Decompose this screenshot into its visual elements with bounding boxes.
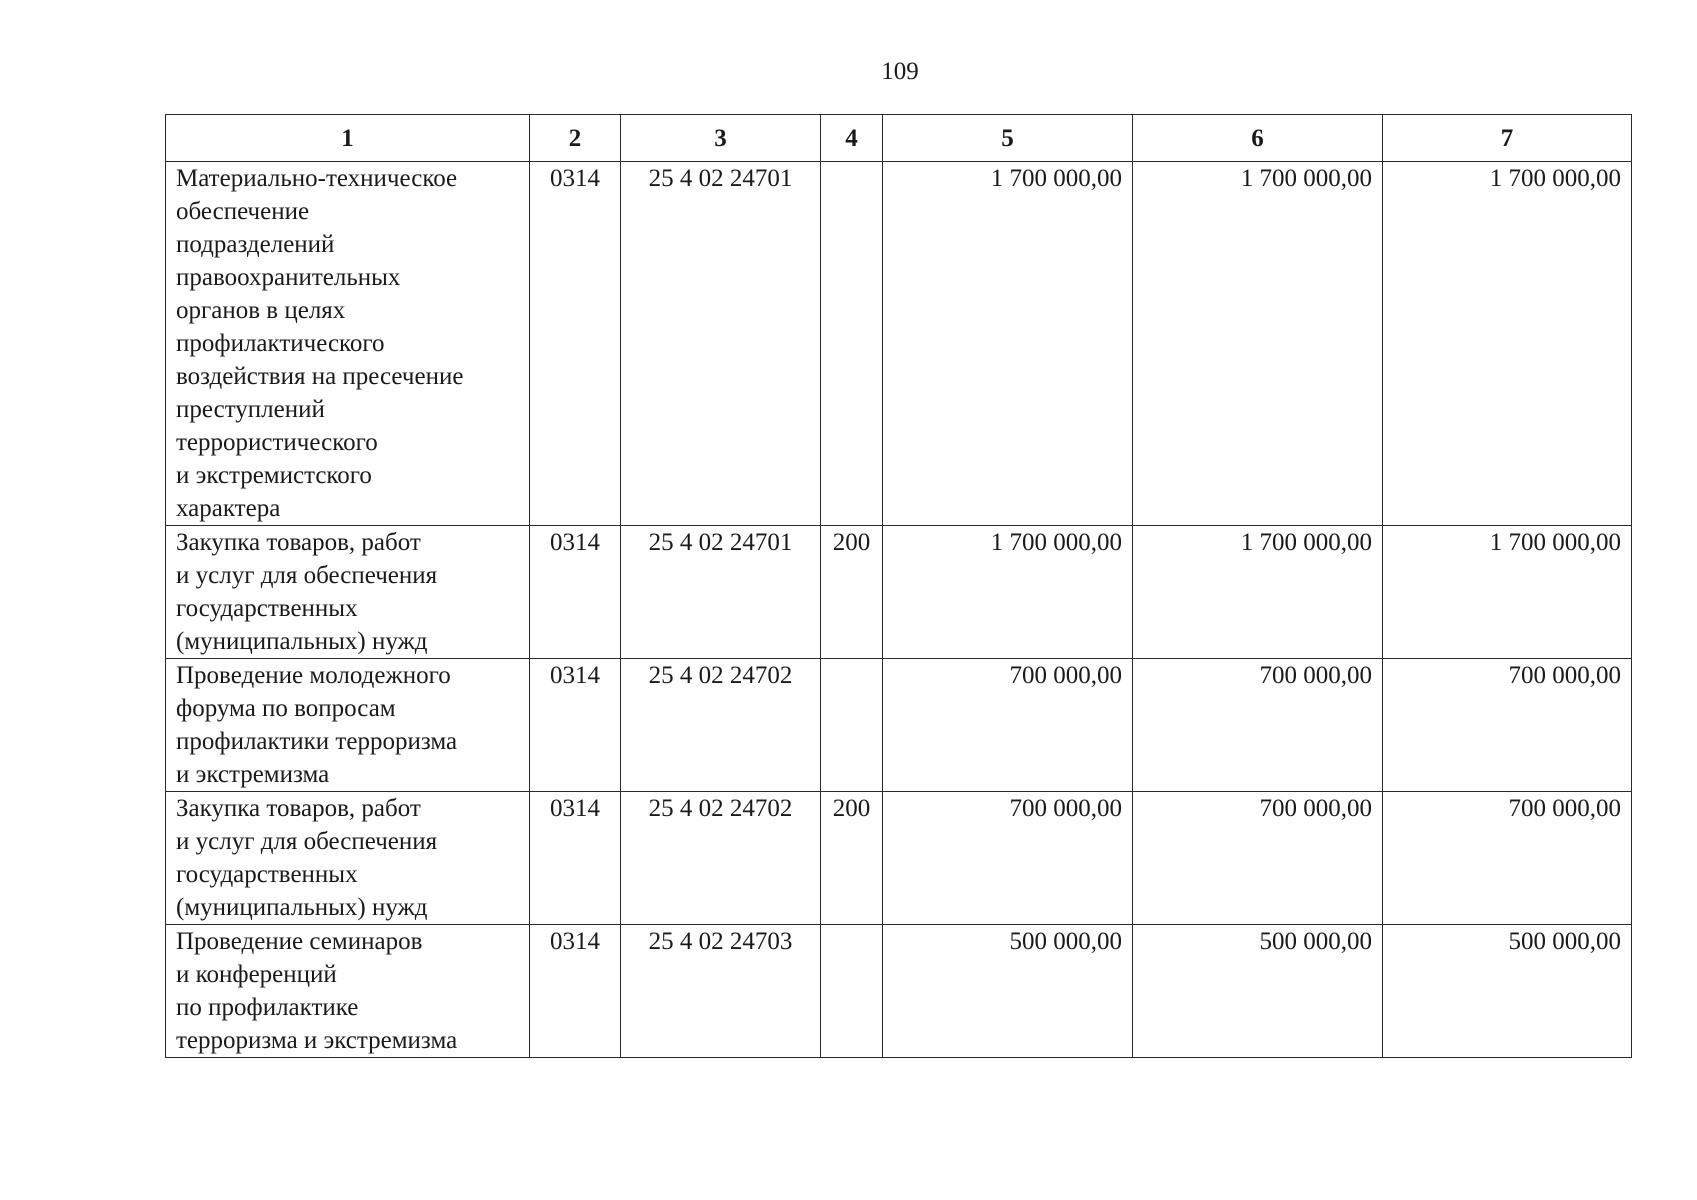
row-value-6: 700 000,00 (1133, 659, 1383, 792)
page-number: 109 (881, 58, 919, 85)
row-code: 25 4 02 24702 (621, 792, 821, 925)
row-name: Проведение семинаров и конференций по профилактике терроризма и экстремизма (166, 925, 530, 1058)
column-header-1: 1 (166, 115, 530, 162)
column-header-5: 5 (883, 115, 1133, 162)
table-row (166, 792, 1632, 925)
table-row (166, 925, 1632, 1058)
row-value-7: 1 700 000,00 (1383, 162, 1632, 526)
row-value-6: 700 000,00 (1133, 792, 1383, 925)
row-value-6: 1 700 000,00 (1133, 162, 1383, 526)
row-value-5: 500 000,00 (883, 925, 1133, 1058)
column-header-3: 3 (621, 115, 821, 162)
row-value-5: 700 000,00 (883, 659, 1133, 792)
budget-table (165, 114, 1632, 1058)
row-code: 25 4 02 24702 (621, 659, 821, 792)
row-section: 0314 (530, 925, 621, 1058)
header-row (166, 115, 1632, 162)
row-value-7: 1 700 000,00 (1383, 526, 1632, 659)
row-name: Закупка товаров, работ и услуг для обеспечения государственных (муниципальных) нужд (166, 526, 530, 659)
row-value-7: 500 000,00 (1383, 925, 1632, 1058)
table-row (166, 659, 1632, 792)
column-header-7: 7 (1383, 115, 1632, 162)
row-expense-type: 200 (821, 792, 883, 925)
row-value-7: 700 000,00 (1383, 659, 1632, 792)
row-expense-type (821, 162, 883, 526)
row-section: 0314 (530, 162, 621, 526)
table-row (166, 162, 1632, 526)
row-value-5: 1 700 000,00 (883, 162, 1133, 526)
row-value-6: 1 700 000,00 (1133, 526, 1383, 659)
row-expense-type (821, 659, 883, 792)
table-row (166, 526, 1632, 659)
row-name: Проведение молодежного форума по вопросам профилактики терроризма и экстремизма (166, 659, 530, 792)
row-name: Закупка товаров, работ и услуг для обеспечения государственных (муниципальных) нужд (166, 792, 530, 925)
row-value-5: 1 700 000,00 (883, 526, 1133, 659)
row-section: 0314 (530, 659, 621, 792)
row-value-6: 500 000,00 (1133, 925, 1383, 1058)
row-value-7: 700 000,00 (1383, 792, 1632, 925)
row-section: 0314 (530, 792, 621, 925)
row-code: 25 4 02 24701 (621, 162, 821, 526)
column-header-4: 4 (821, 115, 883, 162)
row-name: Материально-техническое обеспечение подразделений правоохранительных органов в целях профилактического воздействия на пресечение преступлений террористического и экстремистского характера (166, 162, 530, 526)
row-expense-type: 200 (821, 526, 883, 659)
row-code: 25 4 02 24701 (621, 526, 821, 659)
row-code: 25 4 02 24703 (621, 925, 821, 1058)
row-section: 0314 (530, 526, 621, 659)
row-expense-type (821, 925, 883, 1058)
column-header-6: 6 (1133, 115, 1383, 162)
column-header-2: 2 (530, 115, 621, 162)
row-value-5: 700 000,00 (883, 792, 1133, 925)
